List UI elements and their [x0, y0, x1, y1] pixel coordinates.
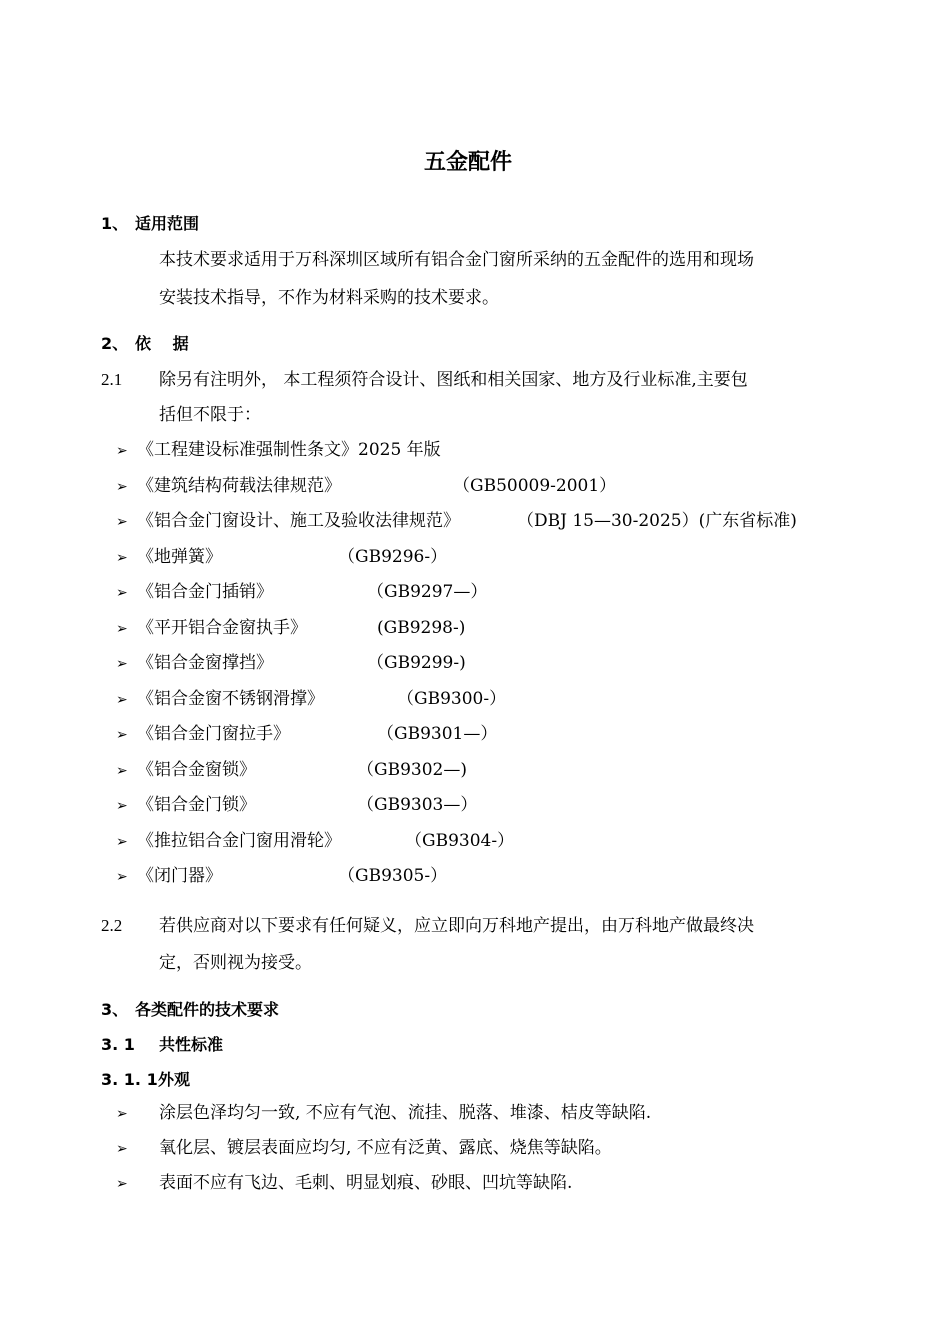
arrow-bullet-icon: ➢	[116, 1176, 128, 1192]
section-1-paragraph-line-1: 本技术要求适用于万科深圳区域所有铝合金门窗所采纳的五金配件的选用和现场	[159, 250, 754, 270]
standard-code: （GB9297—）	[367, 582, 488, 602]
section-1-paragraph-line-2: 安装技术指导，不作为材料采购的技术要求。	[159, 288, 499, 308]
arrow-bullet-icon: ➢	[116, 833, 128, 850]
section-2-number: 2、	[101, 334, 129, 353]
section-2-heading: 依 据	[135, 334, 189, 353]
standard-name: 《铝合金门锁》	[137, 795, 256, 815]
standard-code: （GB9303—）	[357, 795, 478, 815]
arrow-bullet-icon: ➢	[116, 798, 128, 814]
standard-code: （GB9301—）	[377, 724, 498, 744]
standard-name: 《铝合金窗撑挡》	[137, 653, 273, 673]
arrow-bullet-icon: ➢	[116, 620, 128, 637]
standard-name: 《铝合金门窗拉手》	[137, 724, 290, 744]
standard-name: 《工程建设标准强制性条文》2025 年版	[137, 440, 441, 460]
section-1-number: 1、	[101, 214, 129, 233]
arrow-bullet-icon: ➢	[116, 869, 128, 885]
arrow-bullet-icon: ➢	[116, 1141, 128, 1157]
standard-code: （GB9304-）	[405, 830, 515, 851]
arrow-bullet-icon: ➢	[116, 691, 128, 708]
standard-code: （GB9296-）	[338, 546, 448, 567]
clause-2-1-line-1: 除另有注明外， 本工程须符合设计、图纸和相关国家、地方及行业标准,主要包	[159, 370, 748, 390]
arrow-bullet-icon: ➢	[116, 656, 128, 672]
clause-2-1-number: 2.1	[101, 370, 123, 389]
standard-name: 《平开铝合金窗执手》	[137, 617, 307, 638]
appearance-item: 涂层色泽均匀一致, 不应有气泡、流挂、脱落、堆漆、桔皮等缺陷.	[159, 1103, 652, 1123]
clause-2-2-line-1: 若供应商对以下要求有任何疑义，应立即向万科地产提出，由万科地产做最终决	[159, 916, 754, 936]
standard-name: 《铝合金门窗设计、施工及验收法律规范》	[137, 511, 460, 531]
standard-name: 《闭门器》	[137, 866, 222, 886]
section-1-heading: 适用范围	[135, 214, 200, 233]
standard-code: （GB50009-2001）	[453, 475, 617, 496]
standard-name: 《建筑结构荷载法律规范》	[137, 475, 341, 496]
subsection-3-1-heading: 共性标准	[159, 1035, 224, 1054]
arrow-bullet-icon: ➢	[116, 549, 128, 566]
standard-name: 《铝合金窗不锈钢滑撑》	[137, 688, 324, 709]
section-3-number: 3、	[101, 1000, 129, 1019]
arrow-bullet-icon: ➢	[116, 514, 128, 530]
subsection-3-1-number: 3. 1	[101, 1035, 135, 1054]
page-title: 五金配件	[423, 150, 512, 175]
standard-code: （DBJ 15—30-2025）(广东省标准)	[517, 511, 797, 531]
appearance-item: 表面不应有飞边、毛刺、明显划痕、砂眼、凹坑等缺陷.	[159, 1173, 573, 1193]
standard-code: （GB9299-)	[367, 653, 466, 673]
standard-name: 《铝合金门插销》	[137, 582, 273, 602]
standard-name: 《铝合金窗锁》	[137, 759, 256, 780]
clause-2-1-line-2: 括但不限于：	[159, 405, 261, 425]
standard-name: 《地弹簧》	[137, 546, 222, 567]
arrow-bullet-icon: ➢	[116, 585, 128, 601]
arrow-bullet-icon: ➢	[116, 1106, 128, 1122]
subsection-3-1-1-number: 3. 1. 1	[101, 1070, 158, 1089]
section-3-heading: 各类配件的技术要求	[135, 1000, 280, 1019]
arrow-bullet-icon: ➢	[116, 762, 128, 779]
standard-code: (GB9298-)	[377, 617, 466, 638]
arrow-bullet-icon: ➢	[116, 443, 128, 459]
clause-2-2-line-2: 定，否则视为接受。	[159, 953, 312, 973]
arrow-bullet-icon: ➢	[116, 478, 128, 495]
standard-code: （GB9302—)	[357, 759, 467, 780]
arrow-bullet-icon: ➢	[116, 727, 128, 743]
standard-name: 《推拉铝合金门窗用滑轮》	[137, 830, 341, 851]
standard-code: （GB9300-）	[397, 688, 507, 709]
subsection-3-1-1-heading: 外观	[158, 1070, 191, 1089]
standard-code: （GB9305-）	[338, 866, 448, 886]
clause-2-2-number: 2.2	[101, 916, 123, 935]
appearance-item: 氧化层、镀层表面应均匀, 不应有泛黄、露底、烧焦等缺陷。	[159, 1138, 612, 1158]
